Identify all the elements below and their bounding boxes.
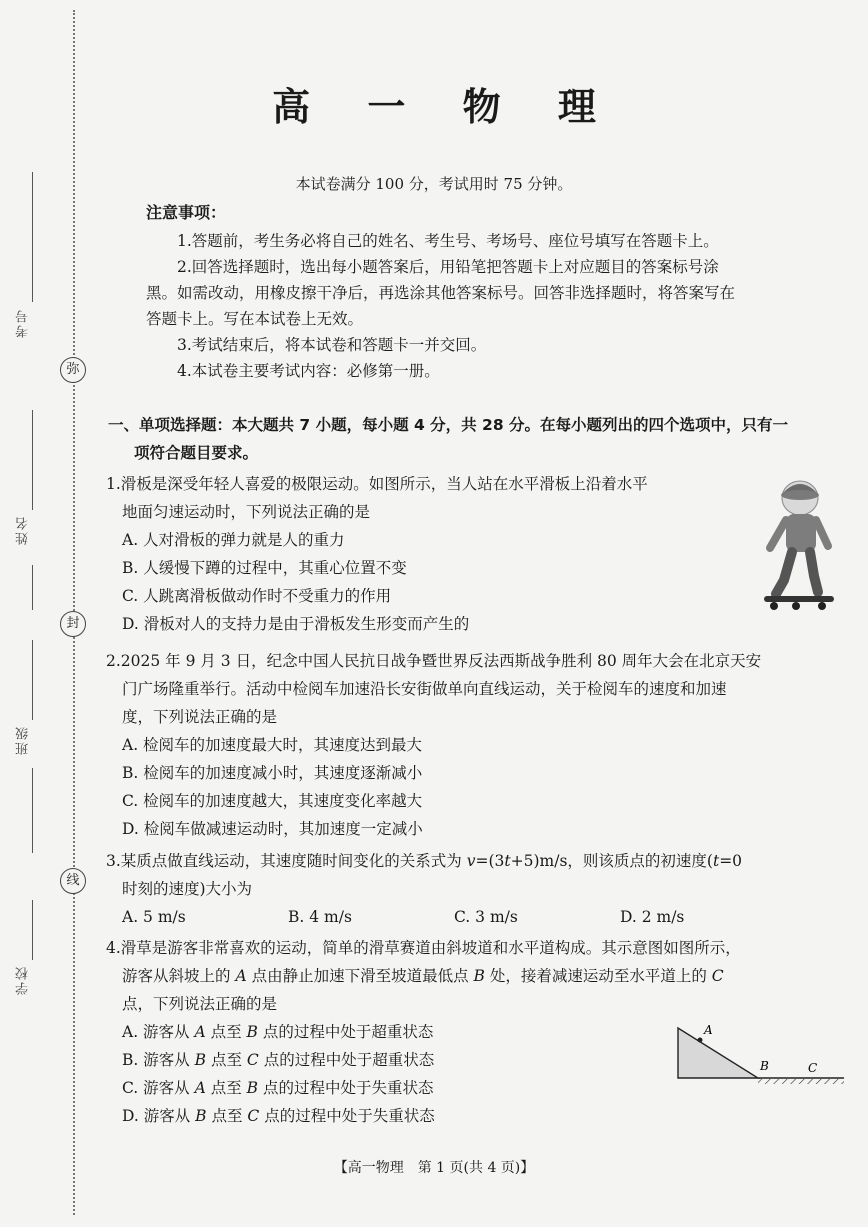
section-heading-line: 一、单项选择题：本大题共 7 小题，每小题 4 分，共 28 分。在每小题列出的四个选项中，只有一 bbox=[108, 416, 789, 434]
option-d: D. 游客从 B 点至 C 点的过程中处于失重状态 bbox=[122, 1107, 435, 1125]
notice-item: 1.答题前，考生务必将自己的姓名、考生号、考场号、座位号填写在答题卡上。 bbox=[177, 232, 719, 250]
option-d: D. 检阅车做减速运动时，其加速度一定减小 bbox=[122, 820, 423, 838]
field-label-name: 姓名 bbox=[16, 515, 31, 545]
option-c: C. 人跳离滑板做动作时不受重力的作用 bbox=[122, 587, 392, 605]
point-c-label: C bbox=[808, 1061, 818, 1075]
question-stem: 点，下列说法正确的是 bbox=[122, 995, 278, 1013]
point-label: A bbox=[235, 967, 247, 985]
field-line-school bbox=[32, 900, 33, 960]
seal-mi: 弥 bbox=[60, 357, 86, 383]
question-stem: 门广场隆重举行。活动中检阅车加速沿长安街做单向直线运动，关于检阅车的速度和加速 bbox=[122, 680, 727, 698]
question-3 bbox=[106, 847, 786, 931]
option-c: C. 检阅车的加速度越大，其速度变化率越大 bbox=[122, 792, 423, 810]
notice-item-cont: 答题卡上。写在本试卷上无效。 bbox=[146, 310, 364, 328]
stem-text: +5)m/s，则该质点的初速度( bbox=[510, 852, 713, 870]
question-2 bbox=[106, 647, 761, 843]
stem-text: 3.某质点做直线运动，其速度随时间变化的关系式为 bbox=[106, 852, 467, 870]
notice-item-cont: 黑。如需改动，用橡皮擦干净后，再选涂其他答案标号。回答非选择题时，将答案写在 bbox=[146, 284, 736, 302]
option-b: B. 检阅车的加速度减小时，其速度逐渐减小 bbox=[122, 764, 423, 782]
page-title: 高 一 物 理 bbox=[272, 85, 618, 129]
point-b-label: B bbox=[760, 1059, 769, 1073]
question-stem: 1.滑板是深受年轻人喜爱的极限运动。如图所示，当人站在水平滑板上沿着水平 bbox=[106, 475, 648, 493]
option-a: A. 5 m/s bbox=[122, 908, 186, 926]
question-stem: 时刻的速度)大小为 bbox=[122, 880, 253, 898]
stem-text: =(3 bbox=[475, 852, 505, 870]
point-label: C bbox=[711, 967, 724, 985]
field-line-class bbox=[32, 640, 33, 720]
section-heading bbox=[108, 411, 850, 467]
option-c: C. 游客从 A 点至 B 点的过程中处于失重状态 bbox=[122, 1079, 434, 1097]
skateboarder-illustration bbox=[756, 472, 846, 614]
question-stem bbox=[106, 847, 786, 875]
question-stem: 度，下列说法正确的是 bbox=[122, 708, 278, 726]
point-a-label: A bbox=[704, 1023, 713, 1037]
page-footer: 【高一物理 第 1 页(共 4 页)】 bbox=[333, 1160, 535, 1176]
exam-info: 本试卷满分 100 分，考试用时 75 分钟。 bbox=[295, 175, 573, 193]
stem-text: =0 bbox=[719, 852, 743, 870]
field-label-class: 班级 bbox=[16, 725, 31, 755]
point-a-marker bbox=[698, 1038, 703, 1043]
notice-item: 4.本试卷主要考试内容：必修第一册。 bbox=[177, 362, 440, 380]
field-label-school: 学校 bbox=[16, 965, 31, 995]
section-heading-line: 项符合题目要求。 bbox=[134, 444, 259, 462]
option-d: D. 2 m/s bbox=[620, 908, 685, 926]
question-4 bbox=[106, 934, 741, 1130]
stem-text: 游客从斜坡上的 bbox=[122, 967, 236, 985]
question-1 bbox=[106, 470, 648, 638]
seal-feng: 封 bbox=[60, 611, 86, 637]
math-var: v bbox=[466, 852, 476, 870]
seal-xian: 线 bbox=[60, 868, 86, 894]
option-b: B. 游客从 B 点至 C 点的过程中处于超重状态 bbox=[122, 1051, 435, 1069]
option-c: C. 3 m/s bbox=[454, 908, 518, 926]
notice-list bbox=[146, 228, 826, 384]
notice-heading: 注意事项： bbox=[146, 203, 227, 222]
notice-item: 2.回答选择题时，选出每小题答案后，用铅笔把答题卡上对应题目的答案标号涂 bbox=[177, 258, 719, 276]
question-stem: 4.滑草是游客非常喜欢的运动，简单的滑草赛道由斜坡道和水平道构成。其示意图如图所示， bbox=[106, 939, 741, 957]
point-label: B bbox=[473, 967, 485, 985]
field-line-class-2 bbox=[32, 768, 33, 853]
field-line-name-2 bbox=[32, 565, 33, 610]
option-b: B. 人缓慢下蹲的过程中，其重心位置不变 bbox=[122, 559, 407, 577]
field-label-exam-number: 考号 bbox=[16, 308, 31, 338]
question-stem bbox=[106, 962, 741, 990]
incline-diagram bbox=[674, 1022, 846, 1088]
option-row bbox=[106, 903, 786, 931]
slope-shape bbox=[678, 1028, 758, 1078]
question-stem: 2.2025 年 9 月 3 日，纪念中国人民抗日战争暨世界反法西斯战争胜利 80 周年大会在北京天安 bbox=[106, 652, 762, 670]
field-line-name bbox=[32, 410, 33, 510]
option-a: A. 检阅车的加速度最大时，其速度达到最大 bbox=[122, 736, 423, 754]
math-var: t bbox=[712, 852, 720, 870]
stem-text: 点由静止加速下滑至坡道最低点 bbox=[246, 967, 474, 985]
option-a: A. 人对滑板的弹力就是人的重力 bbox=[122, 531, 345, 549]
notice-item: 3.考试结束后，将本试卷和答题卡一并交回。 bbox=[177, 336, 487, 354]
ground-hatch bbox=[758, 1079, 844, 1084]
question-stem: 地面匀速运动时，下列说法正确的是 bbox=[122, 503, 371, 521]
option-d: D. 滑板对人的支持力是由于滑板发生形变而产生的 bbox=[122, 615, 470, 633]
option-a: A. 游客从 A 点至 B 点的过程中处于超重状态 bbox=[122, 1023, 434, 1041]
stem-text: 处，接着减速运动至水平道上的 bbox=[484, 967, 712, 985]
option-b: B. 4 m/s bbox=[288, 908, 352, 926]
math-var: t bbox=[504, 852, 511, 870]
